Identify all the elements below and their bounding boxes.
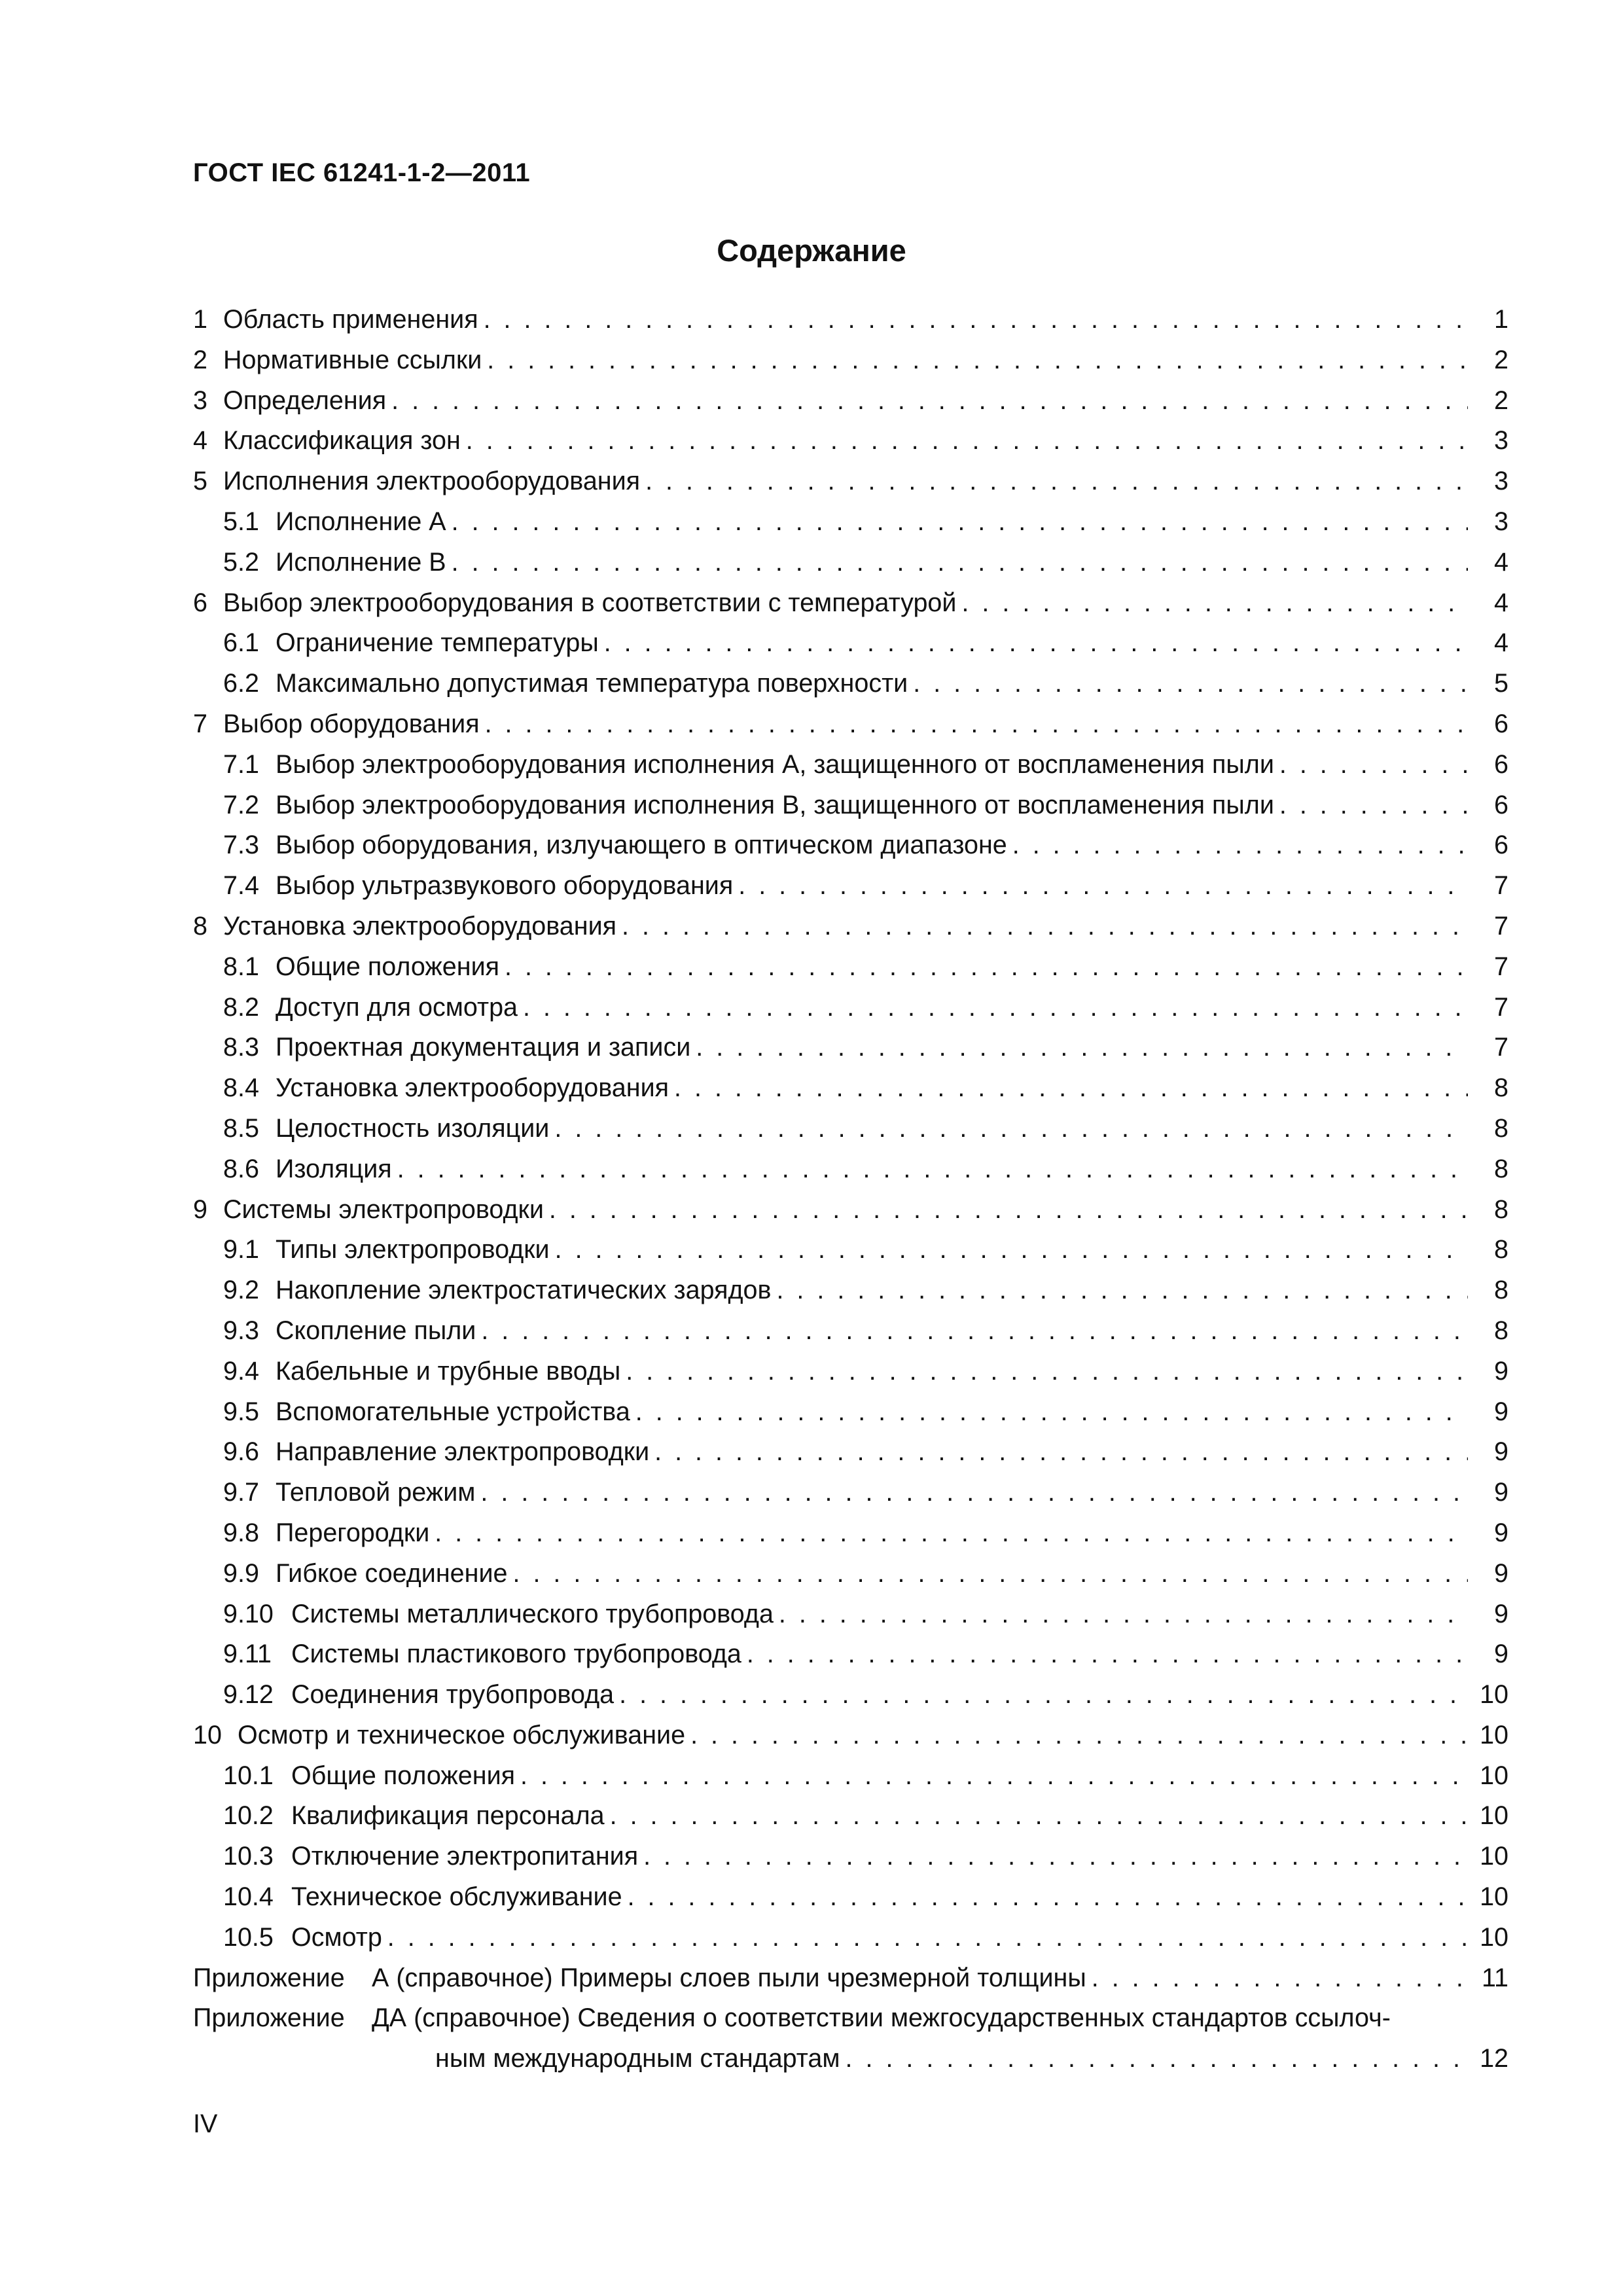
toc-entry-page: 7 — [1489, 906, 1508, 947]
toc-entry-title: Скопление пыли — [276, 1316, 481, 1345]
toc-entry-page: 9 — [1489, 1473, 1508, 1513]
toc-entry[interactable] — [193, 583, 1508, 624]
toc-entry[interactable] — [193, 1594, 1508, 1635]
toc-entry[interactable] — [193, 1149, 1508, 1190]
toc-entry[interactable] — [193, 300, 1508, 340]
toc-entry-number: 4 — [193, 426, 207, 456]
toc-entry-page: 8 — [1489, 1149, 1508, 1190]
toc-entry-title: Классификация зон — [223, 426, 466, 455]
toc-entry[interactable] — [193, 988, 1508, 1028]
toc-entry[interactable] — [193, 1918, 1508, 1958]
toc-entry-page: 3 — [1489, 461, 1508, 502]
toc-entry-number: 9.5 — [223, 1397, 259, 1426]
toc-entry-page: 10 — [1474, 1756, 1508, 1797]
toc-entry-page: 6 — [1489, 704, 1508, 745]
toc-entry[interactable] — [193, 1068, 1508, 1109]
appendix-label: Приложение — [193, 2003, 345, 2033]
toc-entry-number: 6.1 — [223, 628, 259, 658]
toc-entry[interactable] — [193, 1877, 1508, 1918]
toc-entry-number: 8 — [193, 911, 207, 941]
appendix-title: А (справочное) Примеры слоев пыли чрезмерной толщины — [372, 1964, 1092, 1992]
toc-entry[interactable] — [193, 421, 1508, 461]
toc-entry[interactable] — [193, 1392, 1508, 1433]
appendix-label: Приложение — [193, 1963, 345, 1992]
toc-entry-page: 7 — [1489, 866, 1508, 906]
toc-entry[interactable] — [193, 1230, 1508, 1270]
toc-entry-page: 10 — [1474, 1796, 1508, 1837]
toc-entry[interactable] — [193, 1513, 1508, 1554]
toc-entry-number: 10.3 — [223, 1842, 274, 1871]
toc-entry[interactable] — [193, 745, 1508, 785]
toc-entry-title: Область применения — [223, 305, 484, 334]
toc-entry-number: 10.2 — [223, 1801, 274, 1831]
toc-entry[interactable] — [193, 1190, 1508, 1230]
toc-entry-title: Осмотр и техническое обслуживание — [238, 1721, 690, 1749]
toc-entry-number: 9.9 — [223, 1558, 259, 1588]
toc-entry-number: 7.3 — [223, 831, 259, 860]
toc-entry[interactable] — [193, 1028, 1508, 1068]
toc-entry-number: 7.2 — [223, 790, 259, 819]
toc-entry-title: Направление электропроводки — [276, 1437, 654, 1466]
toc-entry-title: Выбор электрооборудования исполнения А, защищенного от воспламенения пыли — [276, 750, 1279, 779]
toc-entry-title: Изоляция — [276, 1155, 397, 1183]
toc-entry-page: 10 — [1474, 1715, 1508, 1756]
toc-entry-number: 8.6 — [223, 1154, 259, 1183]
toc-entry[interactable] — [193, 825, 1508, 866]
toc-appendix-da[interactable] — [193, 1998, 1508, 2039]
toc-entry-title: Нормативные ссылки — [223, 346, 487, 374]
toc-entry-page: 2 — [1489, 340, 1508, 381]
toc-entry-page: 9 — [1489, 1513, 1508, 1554]
toc-entry-number: 9.1 — [223, 1235, 259, 1265]
toc-entry[interactable] — [193, 1796, 1508, 1837]
toc-entry-number: 9.2 — [223, 1276, 259, 1305]
toc-entry[interactable] — [193, 1270, 1508, 1311]
toc-entry-title: Исполнение В — [276, 548, 452, 577]
toc-title: Содержание — [717, 233, 906, 268]
toc-entry-title: Отключение электропитания — [291, 1842, 643, 1871]
toc-entry[interactable] — [193, 785, 1508, 826]
document-code: ГОСТ IEC 61241-1-2—2011 — [193, 158, 531, 187]
toc-entry-number: 7.1 — [223, 749, 259, 779]
toc-entry-page: 9 — [1489, 1432, 1508, 1473]
toc-entry-page: 4 — [1489, 583, 1508, 624]
toc-entry[interactable] — [193, 502, 1508, 543]
toc-entry[interactable] — [193, 1311, 1508, 1352]
toc-entry-number: 5 — [193, 467, 207, 496]
toc-entry-page: 9 — [1489, 1594, 1508, 1635]
toc-entry-page: 3 — [1489, 502, 1508, 543]
toc-entry-title: Выбор оборудования, излучающего в оптическом диапазоне — [276, 831, 1012, 859]
toc-entry[interactable] — [193, 1432, 1508, 1473]
toc-entry[interactable] — [193, 461, 1508, 502]
toc-entry-page: 4 — [1489, 543, 1508, 583]
toc-entry[interactable] — [193, 1554, 1508, 1594]
toc-entry-title: Гибкое соединение — [276, 1559, 513, 1588]
toc-entry-number: 1 — [193, 305, 207, 334]
toc-entry-number: 9.11 — [223, 1640, 272, 1669]
toc-entry-page: 9 — [1489, 1554, 1508, 1594]
toc-entry-page: 6 — [1489, 825, 1508, 866]
toc-entry-page: 6 — [1489, 785, 1508, 826]
toc-entry[interactable] — [193, 340, 1508, 381]
toc-entry-number: 2 — [193, 345, 207, 374]
toc-entry-page: 7 — [1489, 1028, 1508, 1068]
toc-entry[interactable] — [193, 1715, 1508, 1756]
toc-entry-number: 9.8 — [223, 1518, 259, 1547]
toc-entry[interactable] — [193, 866, 1508, 906]
toc-entry-number: 8.3 — [223, 1033, 259, 1062]
toc-entry-title: Осмотр — [291, 1923, 387, 1952]
toc-entry-title: Установка электрооборудования — [223, 912, 622, 941]
appendix-page: 12 — [1474, 2039, 1508, 2079]
toc-entry-number: 10 — [193, 1720, 222, 1749]
toc-entry-number: 7 — [193, 709, 207, 738]
toc-entry[interactable] — [193, 623, 1508, 664]
appendix-page: 11 — [1476, 1958, 1508, 1999]
toc-entry-title: Доступ для осмотра — [276, 993, 523, 1022]
toc-entry-number: 9.6 — [223, 1437, 259, 1467]
toc-entry[interactable] — [193, 704, 1508, 745]
toc-entry[interactable] — [193, 947, 1508, 988]
toc-entry[interactable] — [193, 906, 1508, 947]
appendix-title-line1: ДА (справочное) Сведения о соответствии межгосударственных стандартов ссылоч- — [372, 2003, 1391, 2033]
toc-entry-number: 9.10 — [223, 1599, 274, 1628]
toc-entry-page: 7 — [1489, 988, 1508, 1028]
toc-entry[interactable] — [193, 1756, 1508, 1797]
toc-entry-number: 9.4 — [223, 1356, 259, 1386]
toc-entry-title: Системы пластикового трубопровода — [291, 1640, 747, 1668]
toc-entry-page: 7 — [1489, 947, 1508, 988]
toc-entry-number: 10.4 — [223, 1882, 274, 1912]
toc-entry-title: Типы электропроводки — [276, 1235, 555, 1264]
toc-entry[interactable] — [193, 543, 1508, 583]
toc-entry-number: 6.2 — [223, 669, 259, 698]
toc-entry-title: Кабельные и трубные вводы — [276, 1357, 626, 1386]
toc-entry-number: 8.5 — [223, 1113, 259, 1143]
toc-entry-title: Исполнения электрооборудования — [223, 467, 645, 495]
toc-entry-page: 8 — [1489, 1270, 1508, 1311]
toc-entry-title: Исполнение А — [276, 507, 452, 536]
toc-appendix-a[interactable] — [193, 1958, 1508, 1999]
toc-entry-title: Выбор оборудования — [223, 709, 485, 738]
toc-entry[interactable] — [193, 1352, 1508, 1392]
toc-entry-page: 2 — [1489, 381, 1508, 422]
toc-entry-number: 9.12 — [223, 1680, 274, 1710]
toc-entry-title: Выбор электрооборудования в соответствии с температурой — [223, 588, 961, 617]
toc-entry-number: 8.1 — [223, 952, 259, 981]
toc-entry-title: Квалификация персонала — [291, 1801, 610, 1830]
toc-entry-number: 9.3 — [223, 1316, 259, 1345]
toc-entry[interactable] — [193, 1634, 1508, 1675]
toc-entry-page: 4 — [1489, 623, 1508, 664]
toc-entry-page: 10 — [1474, 1918, 1508, 1958]
toc-entry-title: Вспомогательные устройства — [276, 1397, 635, 1426]
toc-entry-number: 7.4 — [223, 871, 259, 901]
toc-entry-title: Общие положения — [276, 952, 505, 981]
toc-entry[interactable] — [193, 1837, 1508, 1877]
toc-entry-title: Выбор электрооборудования исполнения В, защищенного от воспламенения пыли — [276, 791, 1279, 819]
toc-entry-page: 6 — [1489, 745, 1508, 785]
toc-entry-title: Накопление электростатических зарядов — [276, 1276, 776, 1304]
toc-entry-page: 10 — [1474, 1837, 1508, 1877]
toc-entry-number: 3 — [193, 386, 207, 415]
toc-entry-number: 8.4 — [223, 1073, 259, 1103]
toc-entry[interactable] — [193, 664, 1508, 704]
toc-entry-number: 5.2 — [223, 547, 259, 577]
toc-entry-title: Перегородки — [276, 1518, 435, 1547]
toc-entry-page: 5 — [1489, 664, 1508, 704]
toc-entry-page: 9 — [1489, 1352, 1508, 1392]
toc-entry-page: 10 — [1474, 1877, 1508, 1918]
toc-entry-page: 8 — [1489, 1230, 1508, 1270]
toc-entry-number: 9.7 — [223, 1478, 259, 1507]
toc-entry-page: 3 — [1489, 421, 1508, 461]
toc-entry-title: Ограничение температуры — [276, 628, 604, 657]
toc-entry-title: Общие положения — [291, 1761, 520, 1790]
appendix-title-line2: ным международным стандартам — [435, 2044, 846, 2073]
toc-entry-title: Определения — [223, 386, 391, 415]
toc-entry-page: 8 — [1489, 1109, 1508, 1149]
toc-entry-title: Соединения трубопровода — [291, 1680, 619, 1709]
toc-entry-number: 9 — [193, 1194, 207, 1224]
toc-entry-page: 9 — [1489, 1634, 1508, 1675]
toc-entry[interactable] — [193, 1473, 1508, 1513]
toc-appendix-da-continuation[interactable] — [193, 2039, 1508, 2079]
toc-entry-number: 8.2 — [223, 992, 259, 1022]
toc-entry-title: Тепловой режим — [276, 1478, 480, 1507]
toc-entry-title: Максимально допустимая температура поверхности — [276, 669, 913, 698]
toc-entry-title: Системы электропроводки — [223, 1195, 549, 1224]
toc-entry-number: 5.1 — [223, 507, 259, 536]
toc-entry-number: 10.1 — [223, 1761, 274, 1790]
toc-entry-page: 9 — [1489, 1392, 1508, 1433]
toc-entry-number: 6 — [193, 588, 207, 617]
toc-entry[interactable] — [193, 1109, 1508, 1149]
toc-entry[interactable] — [193, 1675, 1508, 1715]
toc-entry-title: Техническое обслуживание — [291, 1882, 628, 1911]
toc-entry-page: 1 — [1489, 300, 1508, 340]
toc-entry-title: Системы металлического трубопровода — [291, 1600, 779, 1628]
page-number: IV — [193, 2109, 218, 2138]
toc-entry-title: Выбор ультразвукового оборудования — [276, 871, 738, 900]
toc-entry-page: 8 — [1489, 1311, 1508, 1352]
toc-entry-page: 10 — [1474, 1675, 1508, 1715]
toc-entry-page: 8 — [1489, 1068, 1508, 1109]
toc-entry-title: Установка электрооборудования — [276, 1073, 674, 1102]
table-of-contents — [193, 300, 1508, 2079]
toc-entry-number: 10.5 — [223, 1922, 274, 1952]
toc-entry[interactable] — [193, 381, 1508, 422]
toc-entry-title: Проектная документация и записи — [276, 1033, 696, 1062]
toc-entry-title: Целостность изоляции — [276, 1114, 554, 1143]
toc-entry-page: 8 — [1489, 1190, 1508, 1230]
